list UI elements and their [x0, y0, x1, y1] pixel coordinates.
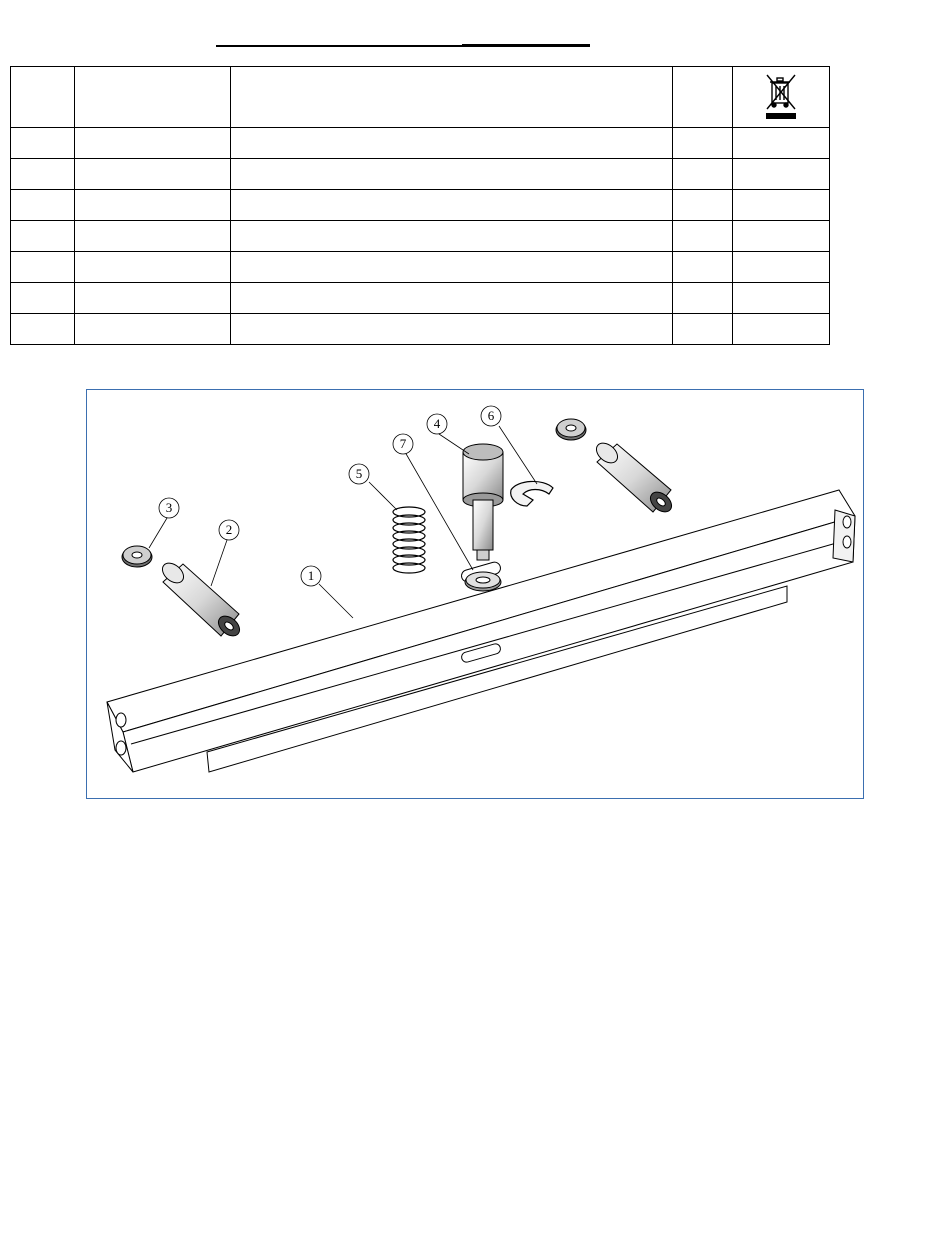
row-code [75, 283, 231, 314]
row-disposal [733, 283, 830, 314]
washer-left-part [122, 546, 152, 567]
table-row [11, 159, 830, 190]
callout-3 [149, 498, 179, 548]
header-disposal [733, 67, 830, 128]
row-qty [673, 159, 733, 190]
row-description [231, 283, 673, 314]
callout-1-label: 1 [307, 568, 315, 583]
title-underline-accent [462, 44, 590, 47]
roller-right-part [593, 439, 676, 516]
callout-6-label: 6 [487, 408, 495, 423]
row-no [11, 221, 75, 252]
table-row [11, 283, 830, 314]
callout-5-label: 5 [355, 466, 363, 481]
row-disposal [733, 314, 830, 345]
row-description [231, 159, 673, 190]
callout-7-label: 7 [399, 436, 407, 451]
row-code [75, 252, 231, 283]
row-qty [673, 221, 733, 252]
washer-right-part [556, 419, 586, 440]
row-description [231, 190, 673, 221]
row-disposal [733, 128, 830, 159]
row-code [75, 314, 231, 345]
callout-5 [349, 464, 397, 510]
row-qty [673, 128, 733, 159]
weee-crossed-out-bin-icon [759, 69, 803, 123]
roller-left-part [159, 559, 244, 640]
table-row [11, 314, 830, 345]
callout-4-label: 4 [433, 416, 441, 431]
exploded-view-drawing [86, 389, 864, 799]
callout-7 [393, 434, 473, 570]
header-qty [673, 67, 733, 128]
e-clip-part [511, 481, 553, 506]
callout-3-label: 3 [165, 500, 173, 515]
parts-table-header [11, 67, 830, 128]
plunger-pin-part [463, 444, 503, 560]
row-no [11, 159, 75, 190]
washer-small-part [465, 572, 501, 591]
header-code [75, 67, 231, 128]
row-description [231, 221, 673, 252]
header-no [11, 67, 75, 128]
row-no [11, 128, 75, 159]
callout-1 [301, 566, 353, 618]
row-qty [673, 190, 733, 221]
row-code [75, 159, 231, 190]
row-disposal [733, 159, 830, 190]
row-qty [673, 314, 733, 345]
callout-2-label: 2 [225, 522, 233, 537]
row-code [75, 190, 231, 221]
row-description [231, 314, 673, 345]
row-description [231, 128, 673, 159]
parts-table [10, 66, 830, 345]
row-no [11, 283, 75, 314]
row-description [231, 252, 673, 283]
callout-2 [211, 520, 239, 586]
row-disposal [733, 190, 830, 221]
table-row [11, 190, 830, 221]
spring-part [393, 507, 425, 573]
row-code [75, 128, 231, 159]
row-disposal [733, 221, 830, 252]
row-qty [673, 252, 733, 283]
header-description [231, 67, 673, 128]
row-disposal [733, 252, 830, 283]
callout-4 [427, 414, 469, 454]
row-qty [673, 283, 733, 314]
row-no [11, 314, 75, 345]
row-no [11, 252, 75, 283]
row-code [75, 221, 231, 252]
table-row [11, 252, 830, 283]
table-row [11, 221, 830, 252]
exploded-view-svg [87, 390, 863, 798]
table-row [11, 128, 830, 159]
row-no [11, 190, 75, 221]
